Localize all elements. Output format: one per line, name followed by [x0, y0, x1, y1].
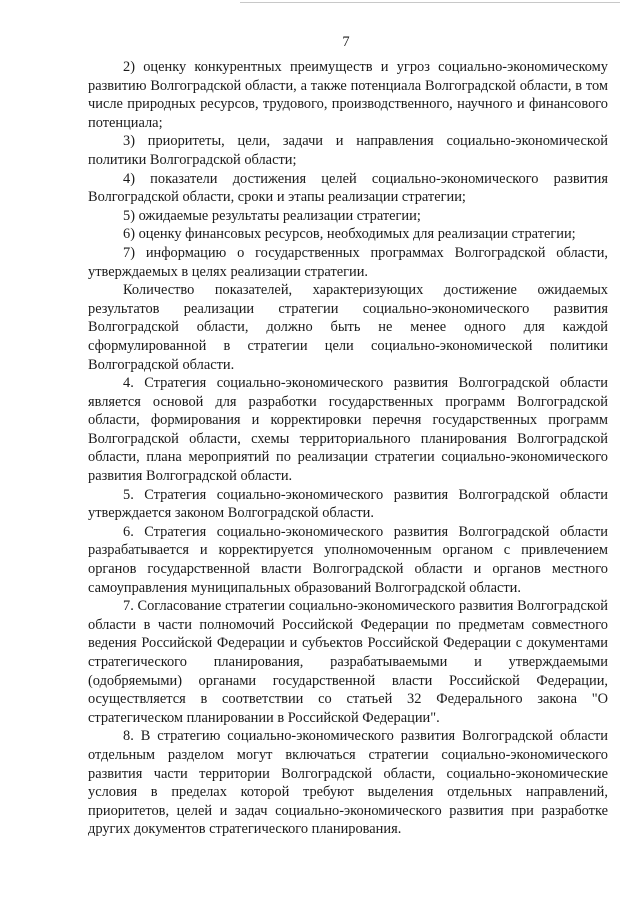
paragraph-item-6: 6) оценку финансовых ресурсов, необходимых для реализации стратегии;	[123, 226, 576, 243]
paragraph-section-4: 4. Стратегия социально-экономического развития Волгоградской области является основой для разработки государственных программ Волгоградской области, формирования и корректировки перечня государственных программ Волгоградской области, схемы территориального планирования Волгоградской области, плана мероприятий по реализации стратегии социально-экономического развития Волгоградской области.	[88, 375, 608, 485]
paragraph-item-2: 2) оценку конкурентных преимуществ и угроз социально-экономическому развитию Волгоградской области, а также потенциала Волгоградской области, в том числе природных ресурсов, трудового, производственного, научного и финансового потенциала;	[88, 59, 608, 131]
document-body	[88, 58, 608, 839]
paragraph-item-7: 7) информацию о государственных программах Волгоградской области, утверждаемых в целях реализации стратегии.	[88, 244, 608, 280]
page-number: 7	[342, 34, 350, 50]
paragraph-item-4: 4) показатели достижения целей социально-экономического развития Волгоградской области, сроки и этапы реализации стратегии;	[88, 170, 608, 206]
paragraph-section-7: 7. Согласование стратегии социально-экономического развития Волгоградской области в части полномочий Российской Федерации по предметам совместного ведения Российской Федерации и субъектов Российской Федерации с документами стратегического планирования, разрабатываемыми и утверждаемыми (одобряемыми) органами государственной власти Российской Федерации, осуществляется в соответствии со статьей 32 Федерального закона "О стратегическом планировании в Российской Федерации".	[88, 598, 608, 726]
scan-edge-line	[240, 2, 620, 3]
paragraph-section-6: 6. Стратегия социально-экономического развития Волгоградской области разрабатывается и корректируется уполномоченным органом с привлечением органов государственной власти Волгоградской области и органов местного самоуправления муниципальных образований Волгоградской области.	[88, 523, 608, 596]
paragraph-indicators: Количество показателей, характеризующих достижение ожидаемых результатов реализации стратегии социально-экономического развития Волгоградской области, должно быть не менее одного для каждой сформулированной в стратегии цели социально-экономической политики Волгоградской области.	[88, 282, 608, 373]
paragraph-section-8: 8. В стратегию социально-экономического развития Волгоградской области отдельным разделом могут включаться стратегии социально-экономического развития части территории Волгоградской области, социально-экономические условия в пределах которой требуют выделения отдельных направлений, приоритетов, целей и задач социально-экономического развития при разработке других документов стратегического планирования.	[88, 728, 608, 838]
paragraph-item-5: 5) ожидаемые результаты реализации стратегии;	[123, 207, 421, 224]
paragraph-section-5: 5. Стратегия социально-экономического развития Волгоградской области утверждается законом Волгоградской области.	[88, 486, 608, 522]
paragraph-item-3: 3) приоритеты, цели, задачи и направления социально-экономической политики Волгоградской области;	[88, 133, 608, 168]
